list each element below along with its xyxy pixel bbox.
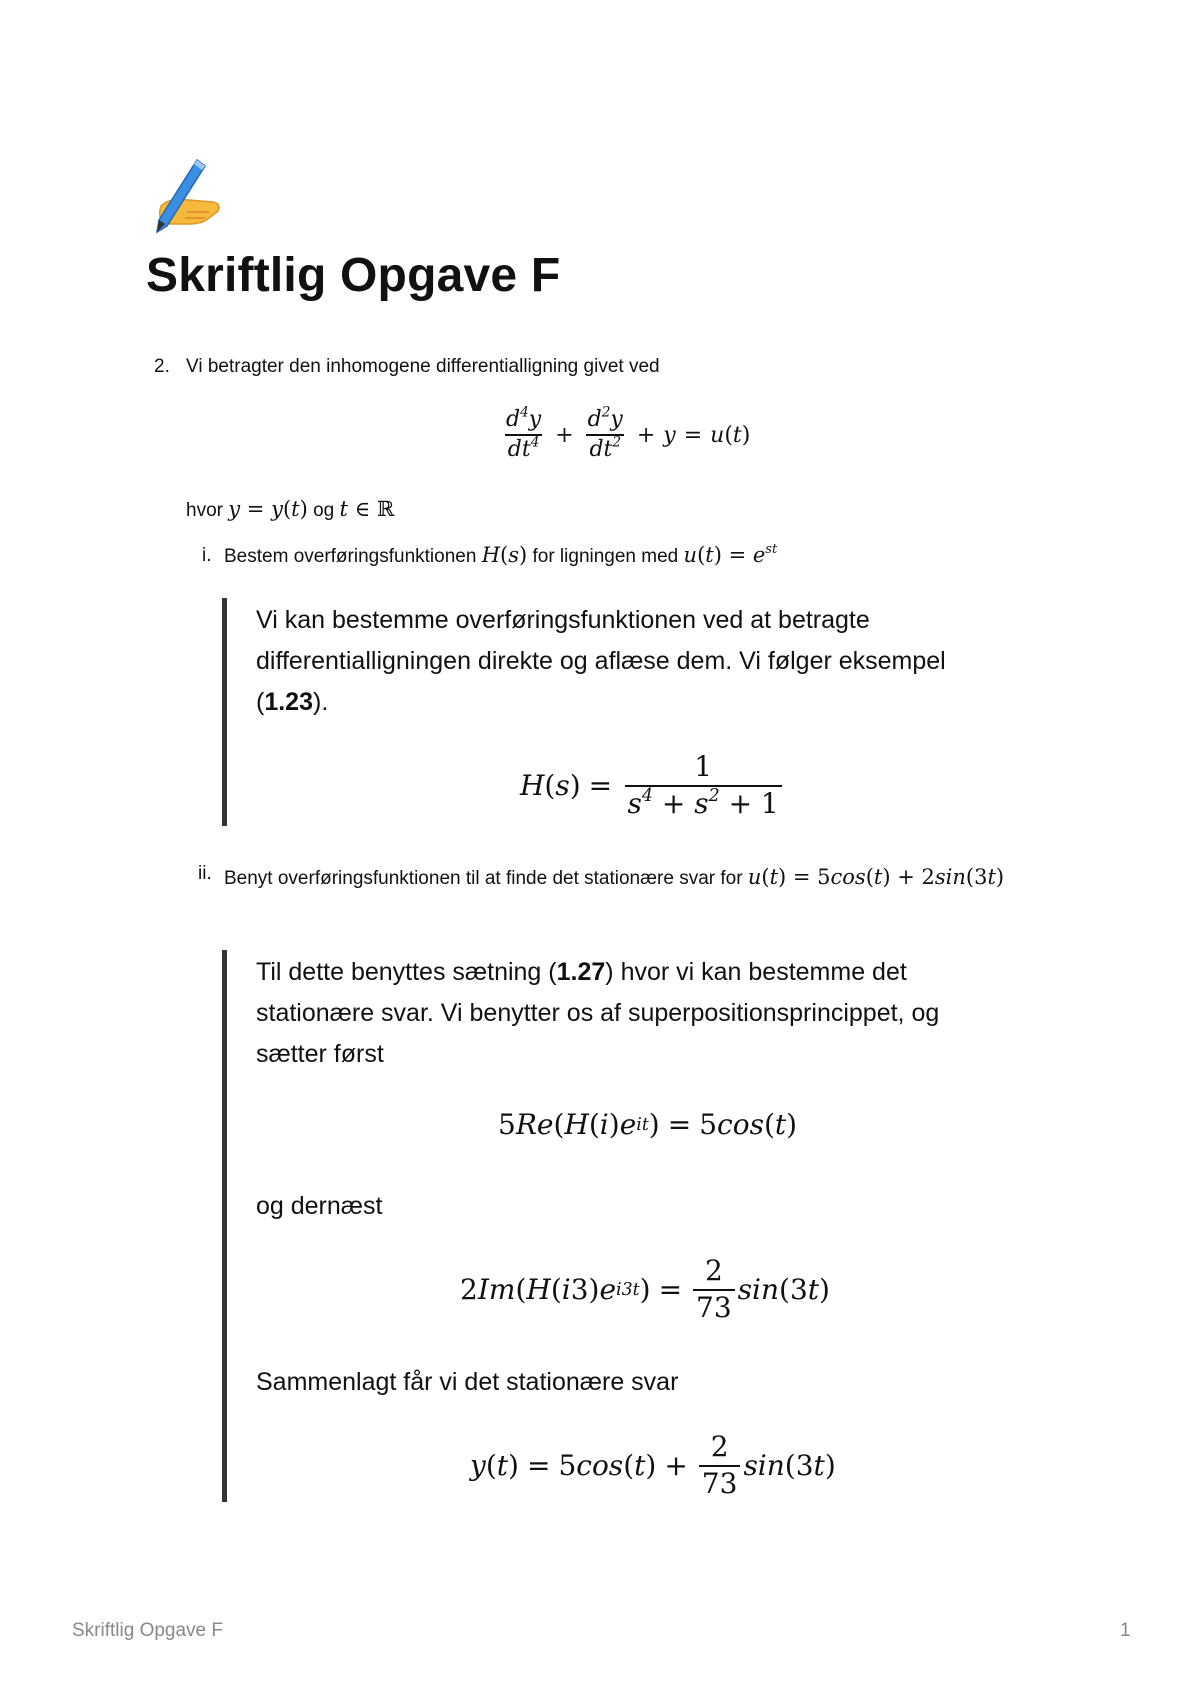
part-ii-answer-line-1: Til dette benyttes sætning (1.27) hvor vi kan bestemme det <box>256 958 907 986</box>
part-i-text-a: Bestem overføringsfunktionen <box>224 546 477 567</box>
part-ii-answer-intro <box>256 952 1056 1075</box>
part-i-answer-block <box>222 598 227 826</box>
part-i-text-b: for ligningen med <box>532 546 679 567</box>
part-ii-answer-block <box>222 950 227 1502</box>
part-i-answer-line-2: differentialligningen direkte og aflæse dem. Vi følger eksempel <box>256 647 946 675</box>
cos-response-equation: 5 Re ( H ( i ) e it ) = 5 cos ( t ) <box>498 1108 798 1141</box>
writing-hand-icon <box>147 156 225 236</box>
sin-response-equation: 2 Im ( H ( i 3) e i3t ) = $\frac{2}{73}$ sin (3 t ) <box>460 1254 830 1324</box>
part-i-label: i. <box>202 545 212 566</box>
steady-state-equation: y ( t ) = 5 cos ( t ) + $\frac{2}{73}$ sin (3 t ) <box>470 1430 836 1500</box>
where-clause: hvor y = y(t) og t ∈ ℝ <box>186 497 395 521</box>
part-ii-answer-line-2: stationære svar. Vi benytter os af superpositionsprincippet, og <box>256 999 940 1027</box>
example-reference: 1.23 <box>264 688 313 716</box>
problem-intro: Vi betragter den inhomogene differentialligning givet ved <box>186 356 660 377</box>
differential-equation: $\frac{d^4y}{dt^4}$ + $\frac{d^2y}{dt^2}$ + y = u ( t ) <box>506 404 751 463</box>
part-i-answer-line-3: (1.23). <box>256 688 329 716</box>
part-ii-answer-line-5: Sammenlagt får vi det stationære svar <box>256 1368 679 1396</box>
page-number: 1 <box>1120 1620 1131 1641</box>
page-title: Skriftlig Opgave F <box>146 249 561 302</box>
transfer-function-equation: H ( s ) = $\frac{1}{s^4 + s^2 + 1}$ <box>520 752 786 820</box>
part-i-answer-text <box>256 600 1056 723</box>
where-prefix: hvor <box>186 500 223 521</box>
part-i-question: Bestem overføringsfunktionen H(s) for ligningen med $u(t) = e^{st}$ <box>224 541 778 567</box>
where-mid: og <box>313 500 335 521</box>
footer-title: Skriftlig Opgave F <box>72 1620 223 1641</box>
part-i-answer-line-1: Vi kan bestemme overføringsfunktionen ved at betragte <box>256 606 870 634</box>
part-ii-answer-line-3: sætter først <box>256 1040 384 1068</box>
part-ii-question: Benyt overføringsfunktionen til at finde det stationære svar for u(t) = 5cos(t) + 2sin(3t) <box>224 865 1005 889</box>
theorem-reference: 1.27 <box>556 958 606 986</box>
problem-number: 2. <box>154 356 170 377</box>
part-ii-text-a: Benyt overføringsfunktionen til at finde det stationære svar for <box>224 868 743 889</box>
part-ii-answer-line-4: og dernæst <box>256 1192 383 1220</box>
part-ii-label: ii. <box>198 863 212 884</box>
